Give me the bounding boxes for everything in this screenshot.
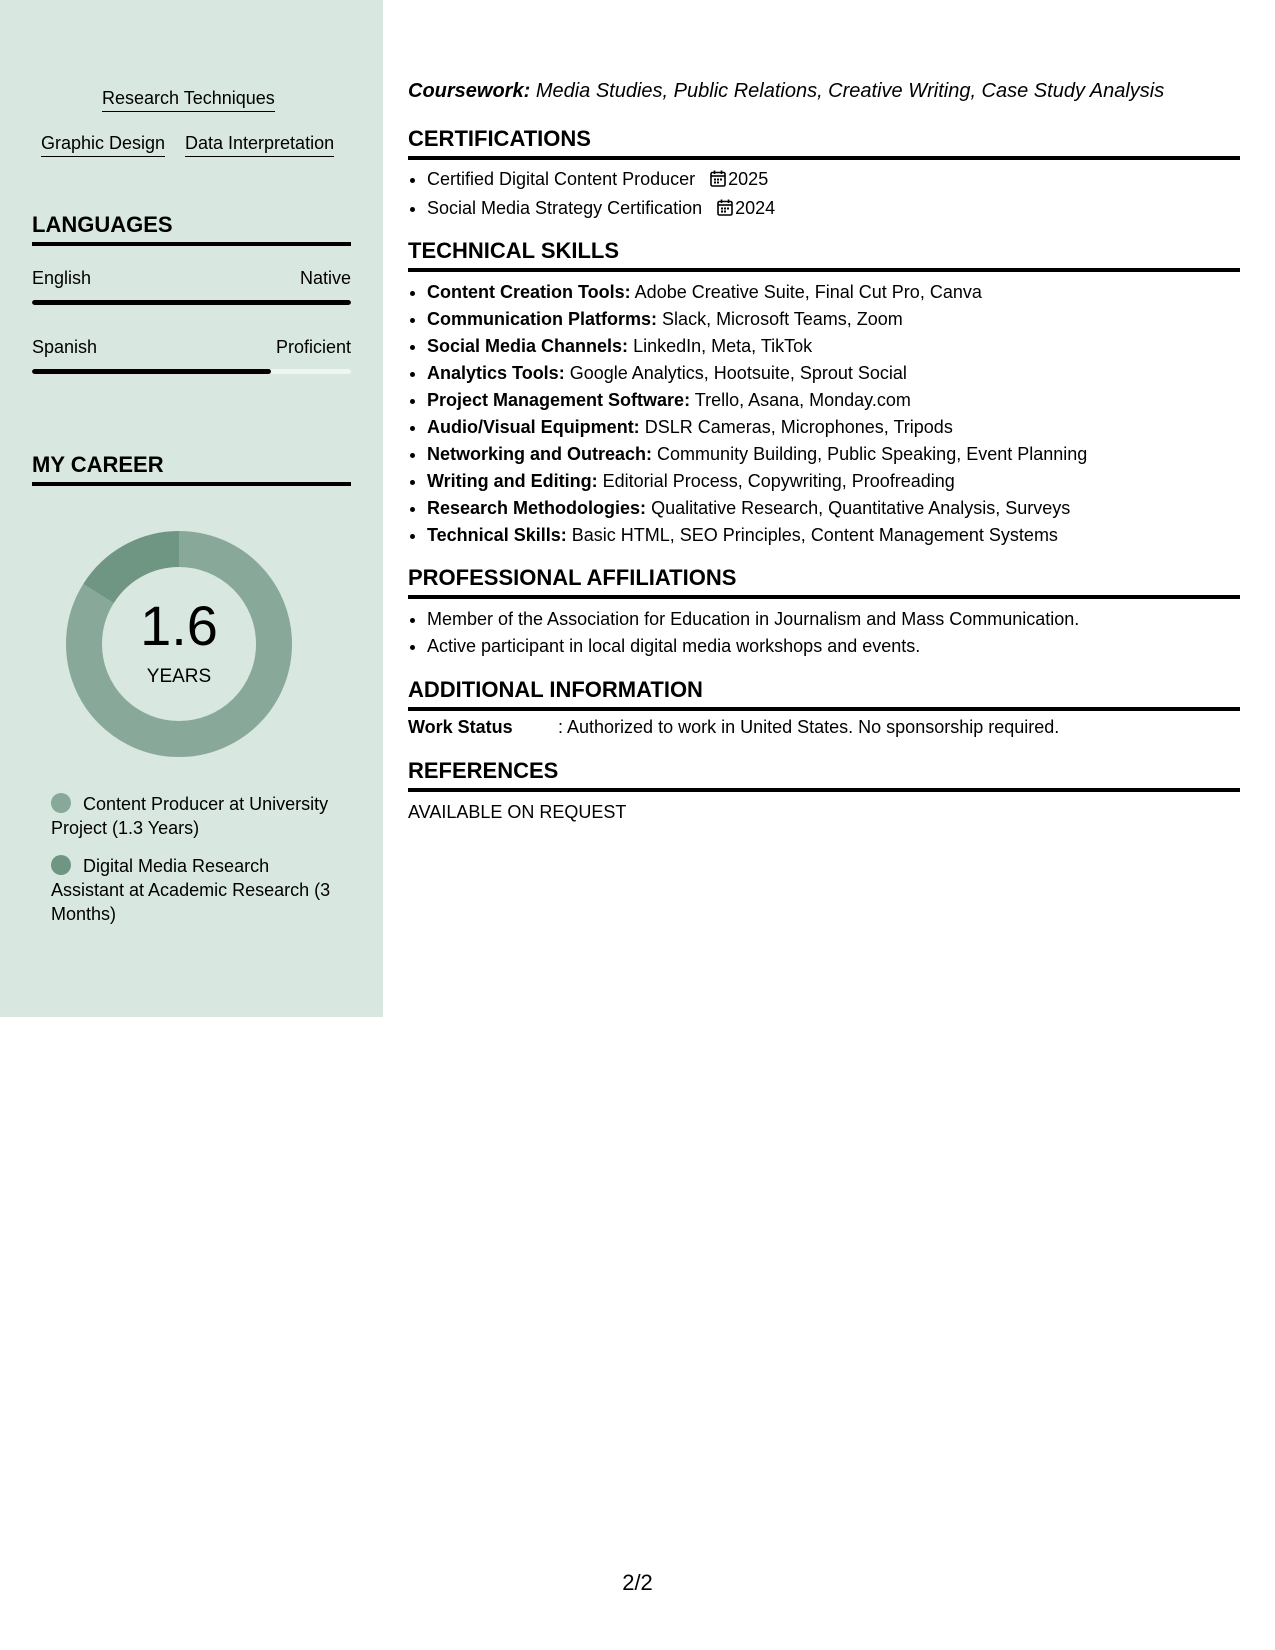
skill-values: Slack, Microsoft Teams, Zoom [662, 309, 903, 329]
affiliation-item: • Member of the Association for Education in Journalism and Mass Communication. [427, 606, 1259, 633]
language-progress-fill [32, 300, 351, 305]
language-name: English [32, 268, 92, 288]
certifications-list [408, 166, 1259, 224]
references-heading: REFERENCES [408, 758, 1240, 792]
career-total-unit: YEARS [146, 666, 212, 687]
calendar-icon [717, 197, 733, 224]
legend-dot [51, 793, 71, 813]
legend-dot [51, 855, 71, 875]
skill-values: Community Building, Public Speaking, Event Planning [657, 444, 1088, 464]
skill-values: Qualitative Research, Quantitative Analysis, Surveys [651, 498, 1071, 518]
technical-skill-item [427, 495, 1259, 522]
skill-values: DSLR Cameras, Microphones, Tripods [644, 417, 953, 437]
affiliation-item: • Active participant in local digital media workshops and events. [427, 633, 1259, 660]
additional-info-heading: ADDITIONAL INFORMATION [408, 677, 1240, 711]
skill-values: Trello, Asana, Monday.com [694, 390, 911, 410]
technical-skill-item [427, 441, 1259, 468]
language-progress-track [32, 300, 351, 305]
language-level: Proficient [275, 337, 351, 357]
skill-category: Content Creation Tools: [427, 282, 631, 302]
skill-tag: Research Techniques [102, 88, 275, 112]
certification-year: 2024 [735, 198, 776, 218]
skill-category: Analytics Tools: [427, 363, 565, 383]
technical-skill-item [427, 360, 1259, 387]
skill-category: Social Media Channels: [427, 336, 629, 356]
career-item-label: Digital Media Research Assistant at Academic Research (3 Months) [51, 856, 331, 924]
work-status-row [408, 717, 1059, 738]
technical-skill-item [427, 387, 1259, 414]
skill-values: Adobe Creative Suite, Final Cut Pro, Canva [634, 282, 982, 302]
skill-category: Project Management Software: [427, 390, 691, 410]
career-legend-item [51, 854, 341, 926]
technical-skill-item [427, 333, 1259, 360]
technical-skill-item [427, 468, 1259, 495]
technical-skill-item [427, 414, 1259, 441]
career-total-years: 1.6 [140, 594, 218, 657]
technical-skill-item [427, 522, 1259, 549]
certification-item [427, 166, 1259, 195]
skill-tag: Graphic Design [41, 133, 165, 157]
skill-values: Basic HTML, SEO Principles, Content Management Systems [571, 525, 1058, 545]
technical-skills-list [408, 279, 1259, 549]
skill-category: Networking and Outreach: [427, 444, 653, 464]
sidebar [0, 0, 383, 1017]
skill-category: Writing and Editing: [427, 471, 598, 491]
certification-year: 2025 [728, 169, 769, 189]
career-item-label: Content Producer at University Project (1.3 Years) [51, 794, 329, 838]
skill-category: Research Methodologies: [427, 498, 647, 518]
technical-skill-item [427, 306, 1259, 333]
work-status-label: Work Status [408, 717, 513, 737]
career-legend-item [51, 792, 341, 840]
coursework-text: Media Studies, Public Relations, Creative Writing, Case Study Analysis [535, 80, 1165, 102]
coursework-label: Coursework: [408, 80, 531, 102]
skill-category: Audio/Visual Equipment: [427, 417, 640, 437]
language-progress-fill [32, 369, 271, 374]
technical-skills-heading: TECHNICAL SKILLS [408, 238, 1240, 272]
skill-category: Communication Platforms: [427, 309, 658, 329]
references-text: AVAILABLE ON REQUEST [408, 802, 627, 822]
page-number: 2/2 [622, 1570, 653, 1595]
technical-skill-item [427, 279, 1259, 306]
certifications-heading: CERTIFICATIONS [408, 126, 1240, 160]
career-heading: MY CAREER [32, 452, 351, 486]
affiliations-heading: PROFESSIONAL AFFILIATIONS [408, 565, 1240, 599]
skill-category: Technical Skills: [427, 525, 567, 545]
skill-values: LinkedIn, Meta, TikTok [633, 336, 813, 356]
certification-item [427, 195, 1259, 224]
language-row [32, 268, 351, 289]
language-level: Native [299, 268, 351, 288]
work-status-value: : Authorized to work in United States. No sponsorship required. [558, 717, 1060, 737]
language-progress-track [32, 369, 351, 374]
calendar-icon [710, 168, 726, 195]
language-row [32, 337, 351, 358]
affiliations-list [408, 606, 1259, 660]
skill-tag: Data Interpretation [185, 133, 334, 157]
language-name: Spanish [32, 337, 98, 357]
skill-values: Google Analytics, Hootsuite, Sprout Social [569, 363, 907, 383]
languages-heading: LANGUAGES [32, 212, 351, 246]
skill-values: Editorial Process, Copywriting, Proofreading [602, 471, 955, 491]
coursework-line [408, 80, 1240, 103]
certification-name: Social Media Strategy Certification [427, 198, 703, 218]
certification-name: Certified Digital Content Producer [427, 169, 696, 189]
